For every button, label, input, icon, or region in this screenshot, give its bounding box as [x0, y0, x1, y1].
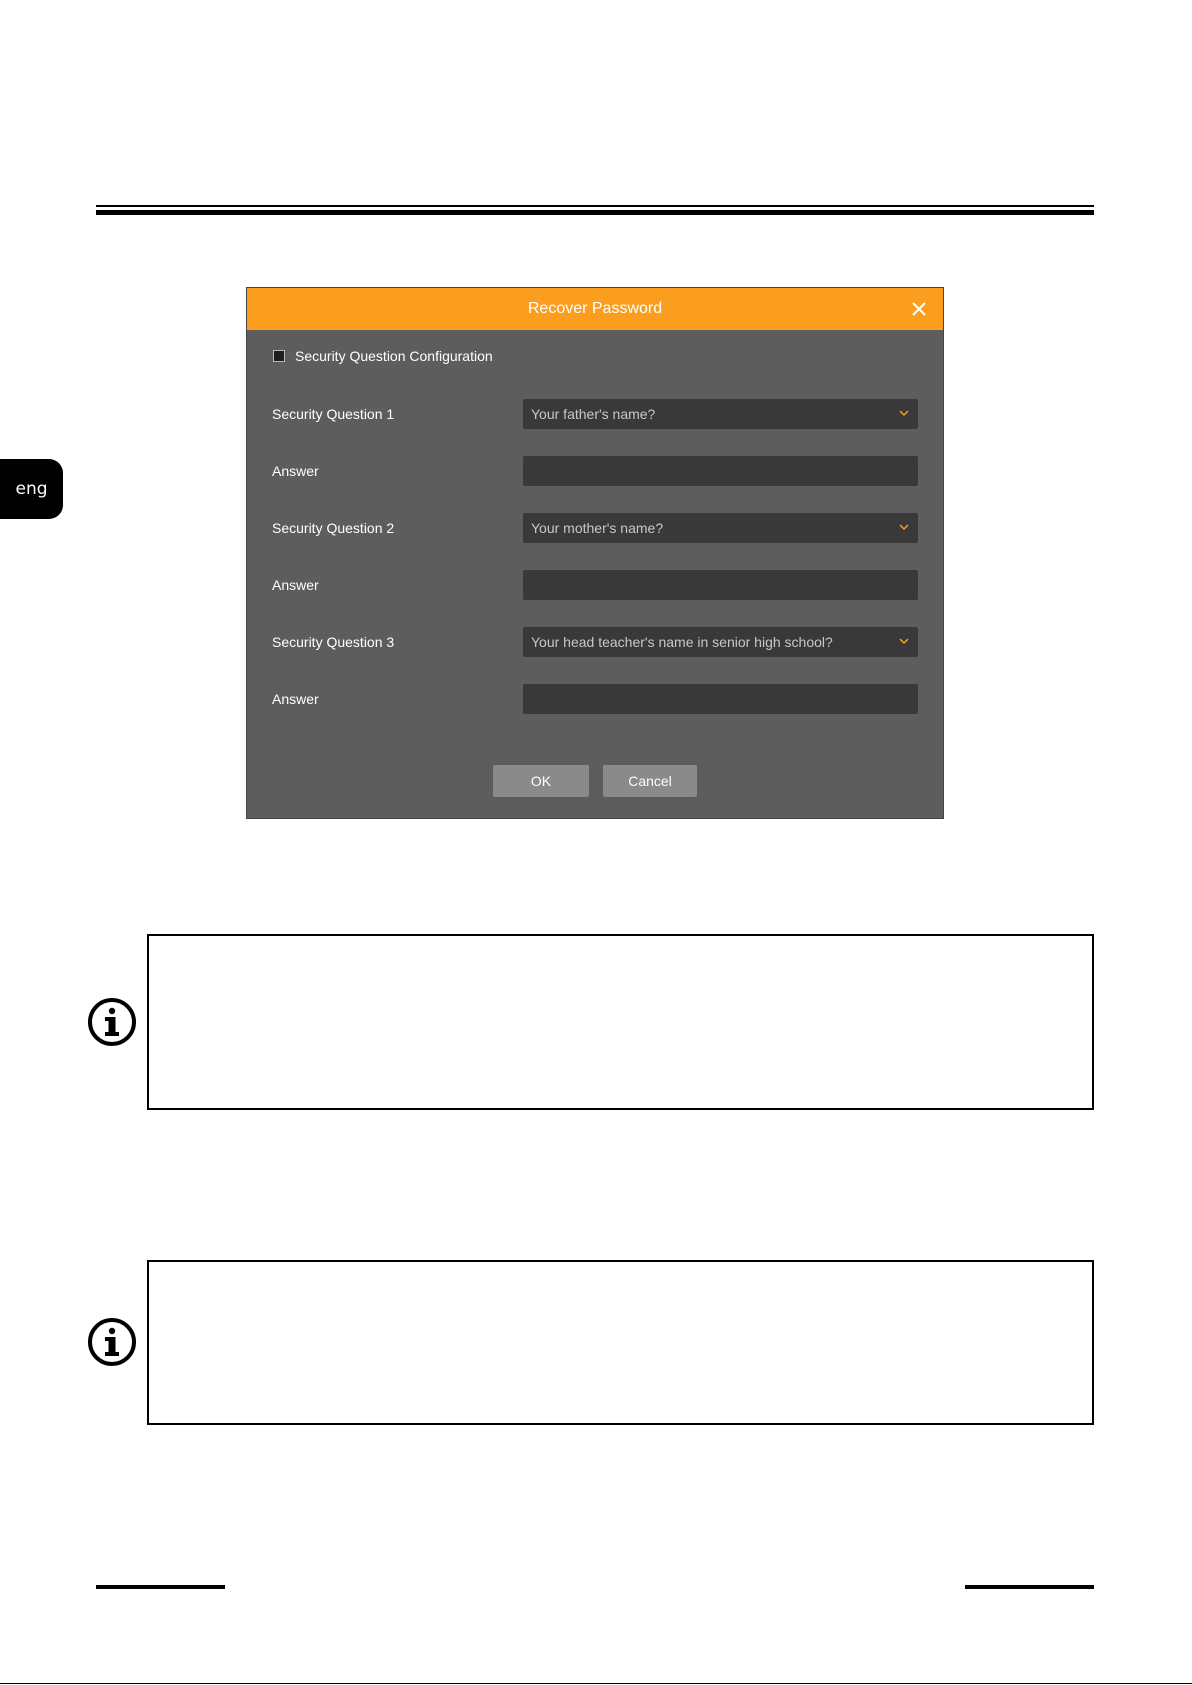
- security-question-config[interactable]: [273, 348, 493, 364]
- footer-rule-right: [965, 1585, 1094, 1589]
- header-rule-thin: [96, 205, 1094, 207]
- page-bottom-line: [0, 1683, 1192, 1684]
- config-checkbox[interactable]: [273, 350, 285, 362]
- config-checkbox-label: Security Question Configuration: [295, 348, 493, 364]
- security-question-1-value: Your father's name?: [531, 406, 656, 422]
- cancel-button[interactable]: Cancel: [603, 765, 697, 797]
- chevron-down-icon: [898, 521, 910, 533]
- chevron-down-icon: [898, 635, 910, 647]
- answer-2-label: Answer: [272, 577, 319, 593]
- security-question-2-select[interactable]: [523, 513, 918, 543]
- answer-2-input[interactable]: [523, 570, 918, 600]
- dialog-title: Recover Password: [527, 300, 663, 317]
- answer-1-label: Answer: [272, 463, 319, 479]
- close-button[interactable]: [909, 299, 929, 319]
- header-rule-thick: [96, 210, 1094, 215]
- dialog-titlebar: [247, 288, 943, 330]
- note-box-1: [147, 934, 1094, 1110]
- language-tab: [0, 459, 63, 519]
- language-label: eng: [15, 479, 48, 499]
- security-question-1-label: Security Question 1: [272, 406, 395, 422]
- chevron-down-icon: [898, 407, 910, 419]
- footer-rule-left: [96, 1585, 225, 1589]
- info-icon: [87, 997, 137, 1047]
- note-box-2: [147, 1260, 1094, 1425]
- answer-1-input[interactable]: [523, 456, 918, 486]
- security-question-3-value: Your head teacher's name in senior high school?: [531, 634, 833, 650]
- security-question-2-label: Security Question 2: [272, 520, 395, 536]
- answer-3-input[interactable]: [523, 684, 918, 714]
- close-icon: [909, 299, 929, 319]
- security-question-3-select[interactable]: [523, 627, 918, 657]
- recover-password-dialog: [246, 287, 944, 819]
- security-question-1-select[interactable]: [523, 399, 918, 429]
- info-icon: [87, 1317, 137, 1367]
- security-question-3-label: Security Question 3: [272, 634, 395, 650]
- answer-3-label: Answer: [272, 691, 319, 707]
- ok-button[interactable]: OK: [493, 765, 589, 797]
- security-question-2-value: Your mother's name?: [531, 520, 664, 536]
